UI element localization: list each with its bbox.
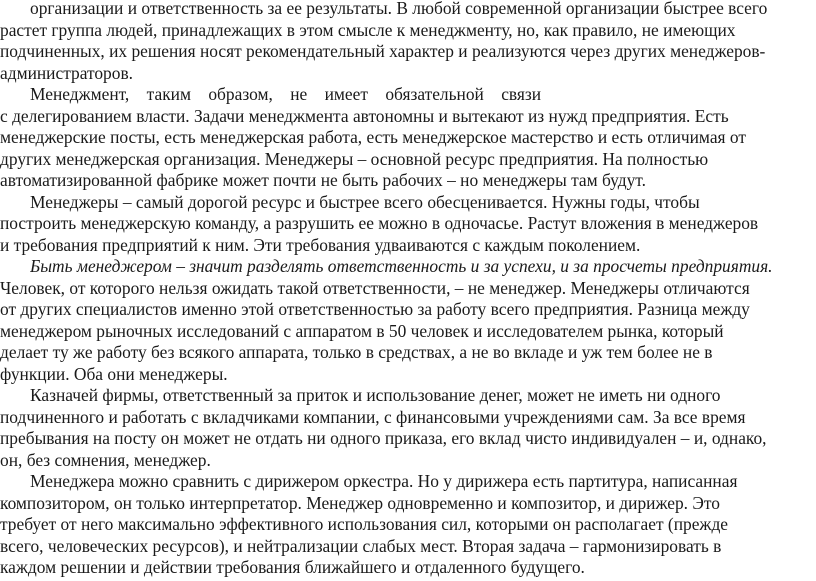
text-line: с делегированием власти. Задачи менеджмента автономны и вытекают из нужд предприятия. Есть xyxy=(0,105,729,126)
text-line: Менеджмент, таким образом, не имеет обязательной связи xyxy=(30,84,542,105)
text-line: от других специалистов именно этой ответственностью за работу всего предприятия. Разница между xyxy=(0,299,750,320)
text-line: Казначей фирмы, ответственный за приток и использование денег, может не иметь ни одного xyxy=(30,385,721,406)
text-line: композитором, он только интерпретатор. Менеджер одновременно и композитор, и дирижер. Это xyxy=(0,492,720,513)
text-line: менеджером рыночных исследований с аппаратом в 50 человек и исследователем рынка, который xyxy=(0,320,724,341)
text-line: каждом решении и действии требования ближайшего и отдаленного будущего. xyxy=(0,557,585,578)
text-line: функции. Оба они менеджеры. xyxy=(0,363,228,384)
text-line: других менеджерская организация. Менеджеры – основной ресурс предприятия. На полностью xyxy=(0,148,709,169)
text-line: делает ту же работу без всякого аппарата, только в средствах, а не во вкладе и уж тем более не в xyxy=(0,342,713,363)
text-line: и требования предприятий к ним. Эти требования удваиваются с каждым поколением. xyxy=(0,234,641,255)
text-line: менеджерские посты, есть менеджерская работа, есть менеджерское мастерство и есть отличимая от xyxy=(0,127,746,148)
text-line: Человек, от которого нельзя ожидать такой ответственности, – не менеджер. Менеджеры отличаются xyxy=(0,277,750,298)
text-line: Менеджеры – самый дорогой ресурс и быстрее всего обесценивается. Нужны годы, чтобы xyxy=(30,191,700,212)
text-line: он, без сомнения, менеджер. xyxy=(0,449,211,470)
text-line: администраторов. xyxy=(0,62,134,83)
text-line: организации и ответственность за ее результаты. В любой современной организации быстрее всего xyxy=(30,0,768,18)
text-line: Менеджера можно сравнить с дирижером оркестра. Но у дирижера есть партитура, написанная xyxy=(30,471,738,492)
text-line: растет группа людей, принадлежащих в этом смысле к менеджменту, но, как правило, не имеющих xyxy=(0,19,736,40)
text-line: всего, человеческих ресурсов), и нейтрализации слабых мест. Вторая задача – гармонизировать в xyxy=(0,535,722,556)
text-line: требует от него максимально эффективного использования сил, которыми он располагает (прежде xyxy=(0,514,729,535)
italic-text-line: Быть менеджером – значит разделять ответственность и за успехи, и за просчеты предприятия. xyxy=(30,256,773,277)
text-line: подчиненных, их решения носят рекомендательный характер и реализуются через других менеджеров- xyxy=(0,41,766,62)
text-line: построить менеджерскую команду, а разрушить ее можно в одночасье. Растут вложения в менеджеров xyxy=(0,213,759,234)
text-line: автоматизированной фабрике может почти не быть рабочих – но менеджеры там будут. xyxy=(0,170,646,191)
text-line: подчиненного и работать с вкладчиками компании, с финансовыми учреждениями сам. За все время xyxy=(0,406,746,427)
text-line: пребывания на посту он может не отдать ни одного приказа, его вклад чисто индивидуален – и, однако, xyxy=(0,428,767,449)
